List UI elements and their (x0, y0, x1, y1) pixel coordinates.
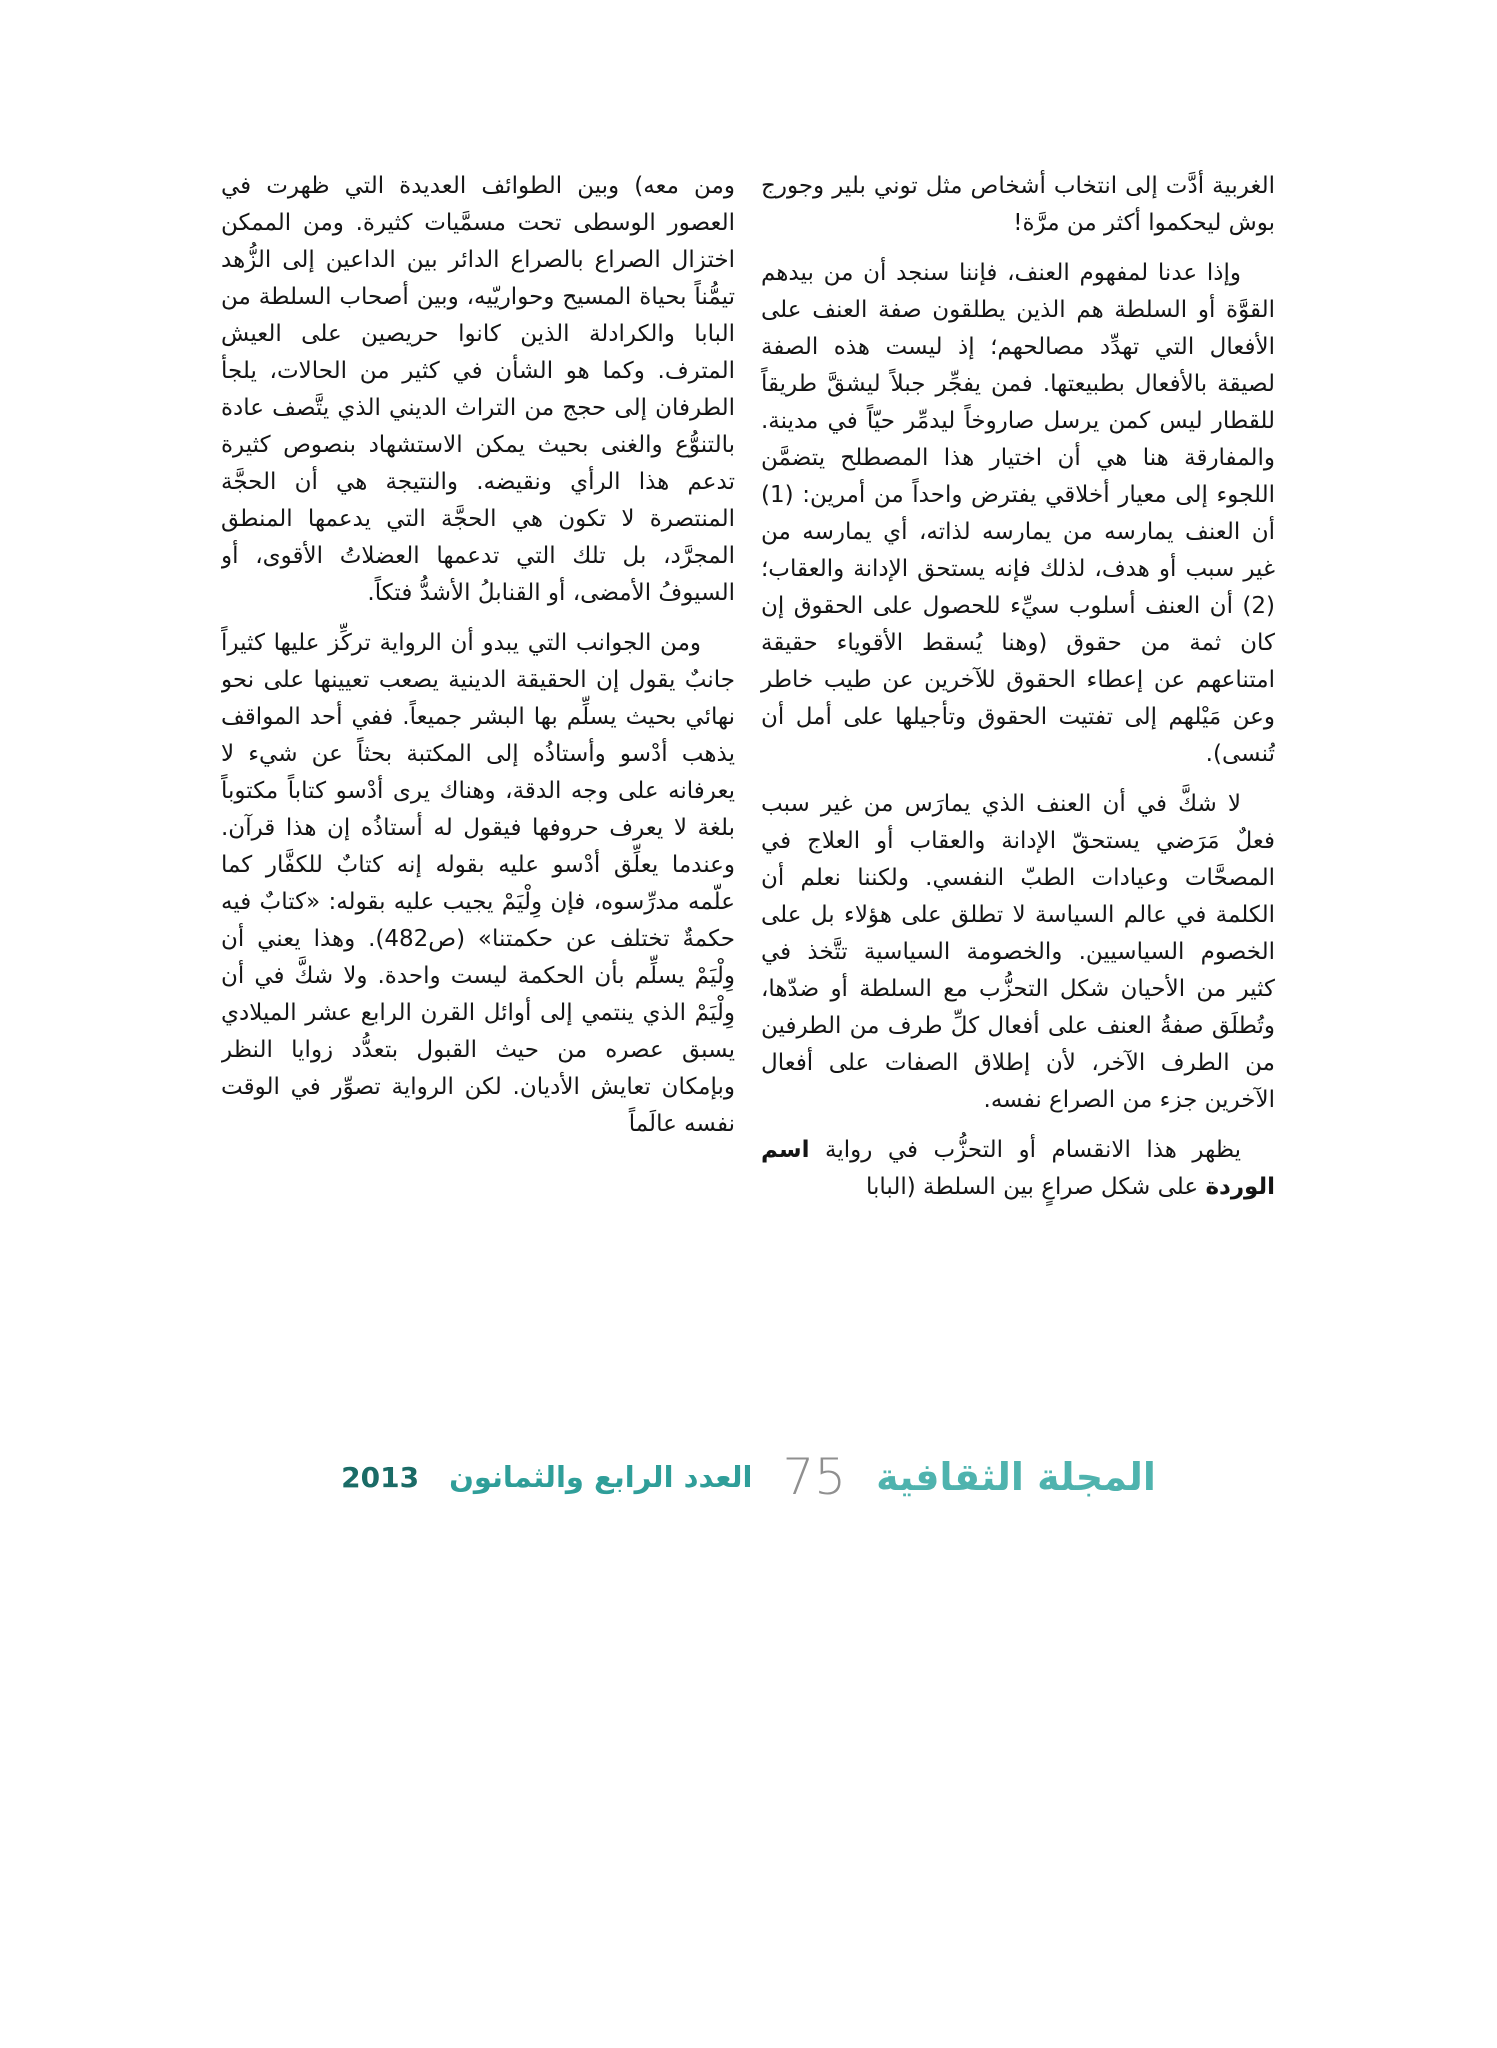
text-run: لا شكَّ في أن العنف الذي يمارَس من غير سبب فعلٌ مَرَضي يستحقّ الإدانة والعقاب أو العلاج في المصحَّات وعيادات الطبّ النفسي. ولكننا نعلم أن الكلمة في عالم السياسة لا تطلق على هؤلاء بل على الخصوم السياسيين. والخصومة السياسية تتَّخذ في كثير من الأحيان شكل التحزُّب مع السلطة أو ضدّها، وتُطلَق صفةُ العنف على أفعال كلِّ طرف من الطرفين من الطرف الآخر، لأن إطلاق الصفات على أفعال الآخرين جزء من الصراع نفسه. (761, 791, 1275, 1113)
column-right (761, 168, 1275, 1408)
column-left (221, 168, 735, 1408)
book-title: اسم الوردة (761, 1137, 1275, 1200)
paragraph (221, 168, 735, 612)
paragraph (761, 1132, 1275, 1206)
page-footer (0, 1445, 1497, 1509)
journal-logo: المجلة الثقافية (876, 1455, 1156, 1499)
page-number: 75 (782, 1448, 847, 1506)
paragraph (761, 255, 1275, 773)
issue-label: العدد الرابع والثمانون (449, 1460, 753, 1494)
text-run: يظهر هذا الانقسام أو التحزُّب في رواية (809, 1137, 1241, 1163)
text-run: الغربية أدَّت إلى انتخاب أشخاص مثل توني بلير وجورج بوش ليحكموا أكثر من مرَّة! (761, 173, 1275, 236)
text-run: على شكل صراعٍ بين السلطة (البابا (866, 1174, 1206, 1200)
text-run: ومن الجوانب التي يبدو أن الرواية تركِّز عليها كثيراً جانبٌ يقول إن الحقيقة الدينية يصعب تعيينها على نحو نهائي بحيث يسلِّم بها البشر جميعاً. ففي أحد المواقف يذهب أدْسو وأستاذُه إلى المكتبة بحثاً عن شيء لا يعرفانه على وجه الدقة، وهناك يرى أدْسو كتاباً مكتوباً بلغة لا يعرف حروفها فيقول له أستاذُه إن هذا قرآن. وعندما يعلِّق أدْسو عليه بقوله إنه كتابٌ للكفَّار كما علّمه مدرِّسوه، فإن وِلْيَمْ يجيب عليه بقوله: «كتابٌ فيه حكمةٌ تختلف عن حكمتنا» (ص482). وهذا يعني أن وِلْيَمْ يسلِّم بأن الحكمة ليست واحدة. ولا شكَّ في أن وِلْيَمْ الذي ينتمي إلى أوائل القرن الرابع عشر الميلادي يسبق عصره من حيث القبول بتعدُّد زوايا النظر وبإمكان تعايش الأديان. لكن الرواية تصوِّر في الوقت نفسه عالَماً (221, 630, 735, 1137)
issue-year: 2013 (341, 1460, 420, 1494)
text-run: ومن معه) وبين الطوائف العديدة التي ظهرت في العصور الوسطى تحت مسمَّيات كثيرة. ومن الممكن اختزال الصراع بالصراع الدائر بين الداعين إلى الزُّهد تيمُّناً بحياة المسيح وحواريّيه، وبين أصحاب السلطة من البابا والكرادلة الذين كانوا حريصين على العيش المترف. وكما هو الشأن في كثير من الحالات، يلجأ الطرفان إلى حجج من التراث الديني الذي يتَّصف عادة بالتنوُّع والغنى بحيث يمكن الاستشهاد بنصوص كثيرة تدعم هذا الرأي ونقيضه. والنتيجة هي أن الحجَّة المنتصرة لا تكون هي الحجَّة التي يدعمها المنطق المجرَّد، بل تلك التي تدعمها العضلاتُ الأقوى، أو السيوفُ الأمضى، أو القنابلُ الأشدُّ فتكاً. (221, 173, 735, 606)
paragraph (761, 786, 1275, 1119)
paragraph (761, 168, 1275, 242)
paragraph (221, 625, 735, 1143)
text-run: وإذا عدنا لمفهوم العنف، فإننا سنجد أن من بيدهم القوَّة أو السلطة هم الذين يطلقون صفة العنف على الأفعال التي تهدِّد مصالحهم؛ إذ ليست هذه الصفة لصيقة بالأفعال بطبيعتها. فمن يفجِّر جبلاً ليشقَّ طريقاً للقطار ليس كمن يرسل صاروخاً ليدمِّر حيّاً في مدينة. والمفارقة هنا هي أن اختيار هذا المصطلح يتضمَّن اللجوء إلى معيار أخلاقي يفترض واحداً من أمرين: (1) أن العنف يمارسه من يمارسه لذاته، أي يمارسه من غير سبب أو هدف، لذلك فإنه يستحق الإدانة والعقاب؛ (2) أن العنف أسلوب سيِّء للحصول على الحقوق إن كان ثمة من حقوق (وهنا يُسقط الأقوياء حقيقة امتناعهم عن إعطاء الحقوق للآخرين عن طيب خاطر وعن مَيْلهم إلى تفتيت الحقوق وتأجيلها على أمل أن تُنسى). (761, 260, 1275, 767)
article-body (221, 168, 1275, 1408)
